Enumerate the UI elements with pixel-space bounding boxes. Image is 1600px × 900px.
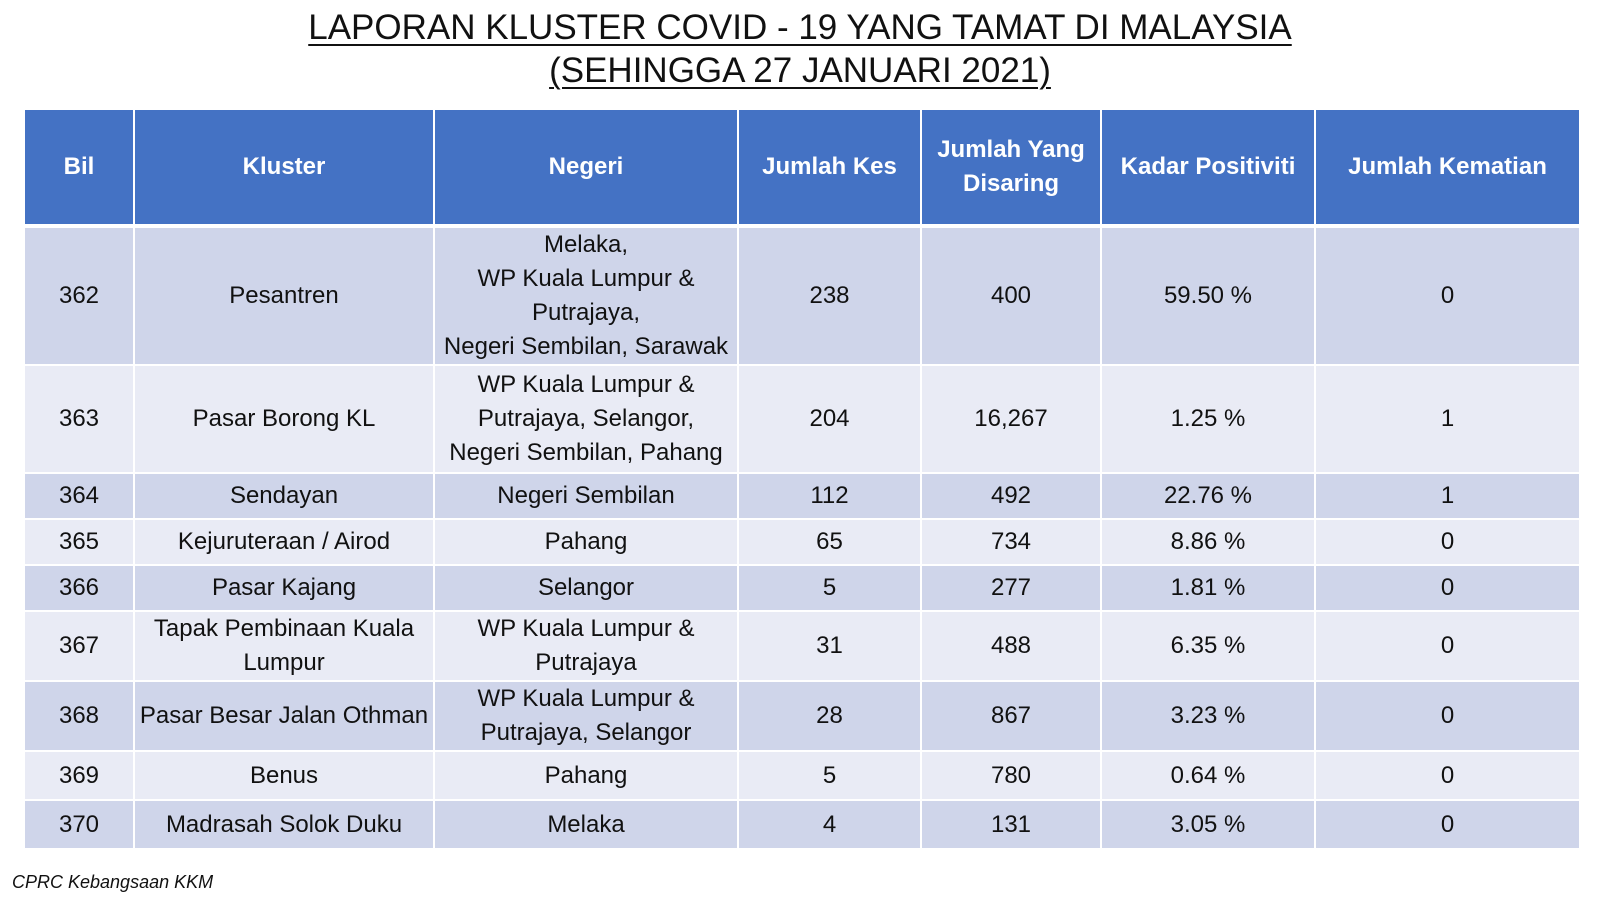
header-jumlah-kes: Jumlah Kes: [738, 110, 921, 226]
cell-jumlah-kes: 5: [738, 751, 921, 800]
cell-jumlah-kematian: 0: [1315, 519, 1579, 565]
cell-bil: 369: [25, 751, 134, 800]
cell-bil: 362: [25, 226, 134, 365]
cell-kadar-positiviti: 1.81 %: [1101, 565, 1315, 611]
table-body: [25, 226, 1579, 849]
cell-jumlah-kematian: 0: [1315, 565, 1579, 611]
cell-kadar-positiviti: 8.86 %: [1101, 519, 1315, 565]
cell-kadar-positiviti: 0.64 %: [1101, 751, 1315, 800]
cell-kluster: Sendayan: [134, 473, 434, 519]
cell-jumlah-kes: 5: [738, 565, 921, 611]
table-row: [25, 681, 1579, 751]
cell-kluster: Kejuruteraan / Airod: [134, 519, 434, 565]
table-row: [25, 519, 1579, 565]
cell-jumlah-disaring: 400: [921, 226, 1101, 365]
cell-bil: 370: [25, 800, 134, 849]
cell-kluster: Tapak Pembinaan Kuala Lumpur: [134, 611, 434, 681]
cell-kadar-positiviti: 6.35 %: [1101, 611, 1315, 681]
report-title: [0, 6, 1600, 92]
cell-negeri: Negeri Sembilan: [434, 473, 738, 519]
cell-bil: 365: [25, 519, 134, 565]
cell-jumlah-disaring: 492: [921, 473, 1101, 519]
cell-jumlah-disaring: 277: [921, 565, 1101, 611]
cell-kluster: Pesantren: [134, 226, 434, 365]
cell-negeri: WP Kuala Lumpur & Putrajaya: [434, 611, 738, 681]
header-kluster: Kluster: [134, 110, 434, 226]
table-row: [25, 226, 1579, 365]
cell-jumlah-kes: 204: [738, 365, 921, 473]
cell-kadar-positiviti: 59.50 %: [1101, 226, 1315, 365]
cell-jumlah-kematian: 1: [1315, 473, 1579, 519]
cell-jumlah-disaring: 867: [921, 681, 1101, 751]
header-jumlah-kematian: Jumlah Kematian: [1315, 110, 1579, 226]
cell-jumlah-kematian: 0: [1315, 800, 1579, 849]
table-row: [25, 473, 1579, 519]
cell-negeri: Pahang: [434, 519, 738, 565]
table-row: [25, 365, 1579, 473]
cell-jumlah-kematian: 0: [1315, 611, 1579, 681]
cell-jumlah-kematian: 1: [1315, 365, 1579, 473]
cell-kadar-positiviti: 22.76 %: [1101, 473, 1315, 519]
table-row: [25, 565, 1579, 611]
cell-jumlah-kematian: 0: [1315, 751, 1579, 800]
cell-bil: 368: [25, 681, 134, 751]
cell-jumlah-kes: 65: [738, 519, 921, 565]
cell-kluster: Pasar Besar Jalan Othman: [134, 681, 434, 751]
cell-kadar-positiviti: 3.05 %: [1101, 800, 1315, 849]
cell-jumlah-disaring: 16,267: [921, 365, 1101, 473]
cell-jumlah-disaring: 131: [921, 800, 1101, 849]
cell-jumlah-kes: 31: [738, 611, 921, 681]
header-negeri: Negeri: [434, 110, 738, 226]
title-line-1: LAPORAN KLUSTER COVID - 19 YANG TAMAT DI MALAYSIA: [308, 8, 1292, 47]
table-header-row: [25, 110, 1579, 226]
cell-jumlah-kes: 112: [738, 473, 921, 519]
cell-negeri: WP Kuala Lumpur & Putrajaya, Selangor: [434, 681, 738, 751]
cluster-table-container: [25, 110, 1579, 850]
cell-jumlah-kematian: 0: [1315, 681, 1579, 751]
cell-bil: 364: [25, 473, 134, 519]
cell-negeri: Selangor: [434, 565, 738, 611]
cell-jumlah-kematian: 0: [1315, 226, 1579, 365]
cell-kadar-positiviti: 1.25 %: [1101, 365, 1315, 473]
header-bil: Bil: [25, 110, 134, 226]
cell-kluster: Pasar Kajang: [134, 565, 434, 611]
cell-jumlah-disaring: 488: [921, 611, 1101, 681]
cell-bil: 366: [25, 565, 134, 611]
cell-kluster: Benus: [134, 751, 434, 800]
cell-negeri: WP Kuala Lumpur & Putrajaya, Selangor, Negeri Sembilan, Pahang: [434, 365, 738, 473]
title-line-2: (SEHINGGA 27 JANUARI 2021): [549, 51, 1051, 90]
table-row: [25, 611, 1579, 681]
table-row: [25, 800, 1579, 849]
cell-jumlah-disaring: 780: [921, 751, 1101, 800]
cell-negeri: Melaka, WP Kuala Lumpur & Putrajaya, Negeri Sembilan, Sarawak: [434, 226, 738, 365]
cell-kadar-positiviti: 3.23 %: [1101, 681, 1315, 751]
source-note: CPRC Kebangsaan KKM: [12, 872, 214, 892]
cell-jumlah-disaring: 734: [921, 519, 1101, 565]
table-row: [25, 751, 1579, 800]
cell-jumlah-kes: 4: [738, 800, 921, 849]
cluster-table: [25, 110, 1579, 850]
cell-jumlah-kes: 28: [738, 681, 921, 751]
cell-negeri: Melaka: [434, 800, 738, 849]
header-jumlah-disaring: Jumlah Yang Disaring: [921, 110, 1101, 226]
cell-kluster: Madrasah Solok Duku: [134, 800, 434, 849]
cell-kluster: Pasar Borong KL: [134, 365, 434, 473]
cell-bil: 367: [25, 611, 134, 681]
header-kadar-positiviti: Kadar Positiviti: [1101, 110, 1315, 226]
cell-bil: 363: [25, 365, 134, 473]
cell-negeri: Pahang: [434, 751, 738, 800]
cell-jumlah-kes: 238: [738, 226, 921, 365]
